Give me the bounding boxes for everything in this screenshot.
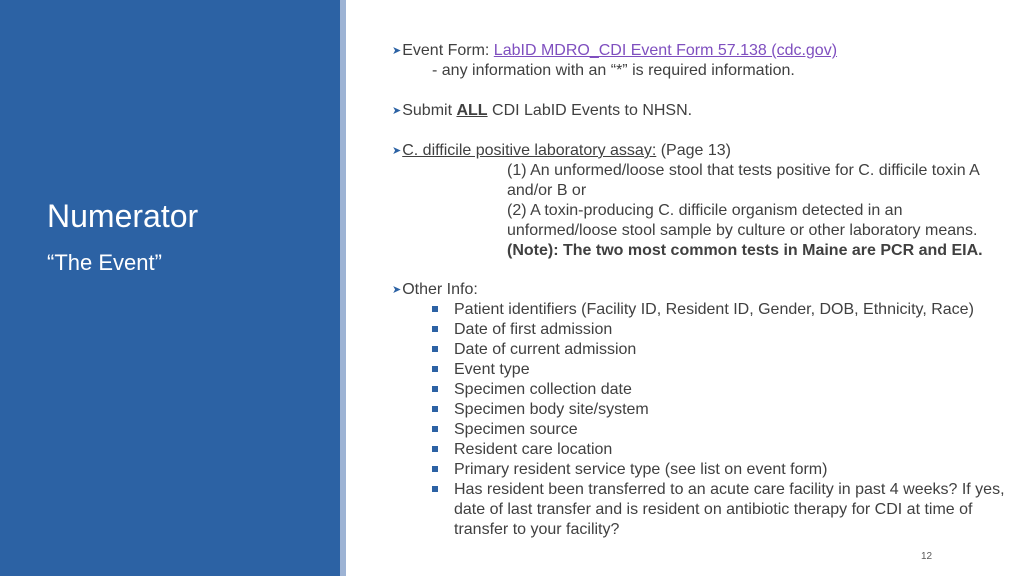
assay-line: and/or B or — [507, 182, 587, 199]
list-item: Event type — [454, 361, 530, 378]
assay-line: unformed/loose stool sample by culture or other laboratory means. — [507, 222, 978, 239]
assay-heading-line — [392, 142, 731, 160]
title-panel — [0, 0, 340, 576]
square-bullet-icon — [432, 426, 438, 432]
assay-line: (2) A toxin-producing C. difficile organism detected in an — [507, 202, 903, 219]
square-bullet-icon — [432, 386, 438, 392]
assay-page-ref: (Page 13) — [656, 142, 731, 159]
square-bullet-icon — [432, 366, 438, 372]
arrow-bullet-icon: ➤ — [392, 45, 402, 57]
arrow-bullet-icon: ➤ — [392, 145, 402, 157]
assay-line: (1) An unformed/loose stool that tests positive for C. difficile toxin A — [507, 162, 980, 179]
arrow-bullet-icon: ➤ — [392, 105, 402, 117]
square-bullet-icon — [432, 306, 438, 312]
submit-line — [392, 102, 692, 120]
arrow-bullet-icon: ➤ — [392, 284, 402, 296]
event-form-label: Event Form: — [402, 42, 494, 59]
page-number: 12 — [921, 551, 933, 562]
list-item: Patient identifiers (Facility ID, Resident ID, Gender, DOB, Ethnicity, Race) — [454, 301, 974, 318]
event-form-note: - any information with an “*” is required information. — [432, 62, 795, 79]
submit-emphasis: ALL — [456, 102, 488, 119]
list-item-continuation: transfer to your facility? — [454, 521, 620, 538]
submit-suffix: CDI LabID Events to NHSN. — [487, 102, 693, 119]
assay-heading: C. difficile positive laboratory assay: — [402, 142, 657, 159]
event-form-link[interactable]: LabID MDRO_CDI Event Form 57.138 (cdc.gov) — [493, 42, 838, 59]
square-bullet-icon — [432, 486, 438, 492]
list-item: Has resident been transferred to an acute care facility in past 4 weeks? If yes, — [454, 481, 1005, 498]
square-bullet-icon — [432, 346, 438, 352]
list-item: Specimen source — [454, 421, 578, 438]
list-item-continuation: date of last transfer and is resident on antibiotic therapy for CDI at time of — [454, 501, 973, 518]
square-bullet-icon — [432, 326, 438, 332]
list-item: Date of first admission — [454, 321, 613, 338]
square-bullet-icon — [432, 446, 438, 452]
other-info-heading: Other Info: — [402, 281, 478, 298]
submit-prefix: Submit — [402, 102, 457, 119]
list-item: Date of current admission — [454, 341, 637, 358]
list-item: Specimen body site/system — [454, 401, 649, 418]
slide-title: Numerator — [47, 198, 199, 234]
square-bullet-icon — [432, 466, 438, 472]
slide-subtitle: “The Event” — [47, 250, 162, 275]
event-form-line — [392, 42, 837, 60]
list-item: Primary resident service type (see list on event form) — [454, 461, 828, 478]
list-item: Resident care location — [454, 441, 613, 458]
assay-note: (Note): The two most common tests in Maine are PCR and EIA. — [507, 242, 983, 259]
list-item: Specimen collection date — [454, 381, 632, 398]
other-info-heading-line — [392, 281, 478, 299]
panel-edge — [340, 0, 346, 576]
square-bullet-icon — [432, 406, 438, 412]
